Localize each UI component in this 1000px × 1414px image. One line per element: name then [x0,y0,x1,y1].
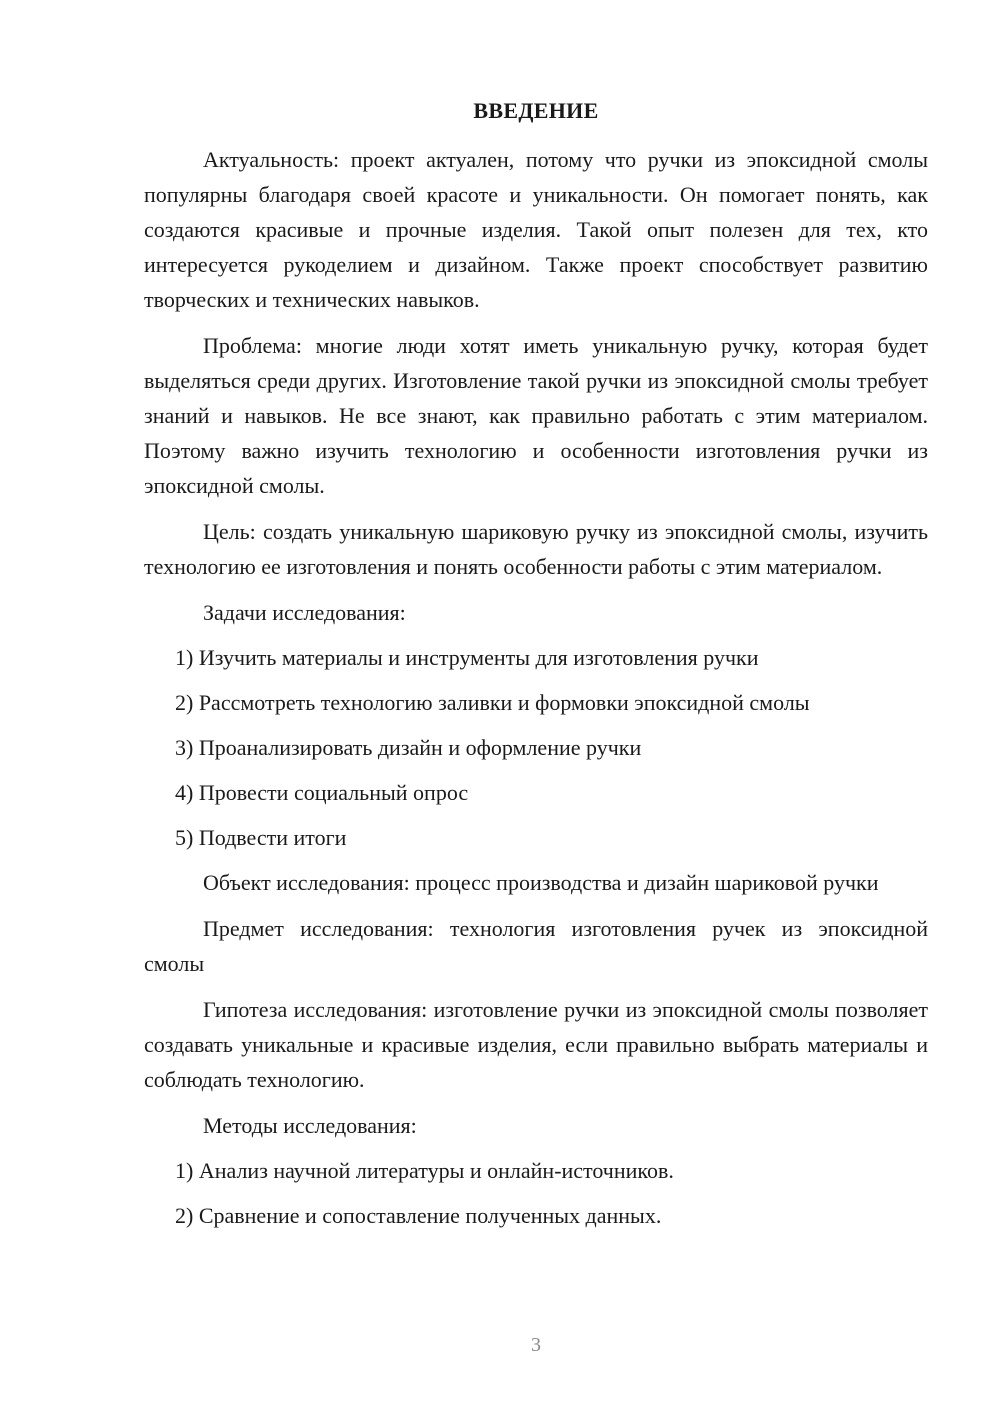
method-item: 2) Сравнение и сопоставление полученных данных. [175,1203,662,1228]
hypothesis-paragraph: Гипотеза исследования: изготовление ручки из эпоксидной смолы позволяет создавать уникальные и красивые изделия, если правильно выбрать материалы и соблюдать технологию. [144,997,928,1092]
task-item: 4) Провести социальный опрос [175,780,469,805]
tasks-heading: Задачи исследования: [203,600,406,625]
page-title: ВВЕДЕНИЕ [473,98,599,123]
goal-paragraph: Цель: создать уникальную шариковую ручку из эпоксидной смолы, изучить технологию ее изготовления и понять особенности работы с этим материалом. [144,519,928,579]
tasks-list [144,640,928,855]
subject-paragraph: Предмет исследования: технология изготовления ручек из эпоксидной смолы [144,916,928,976]
task-item: 1) Изучить материалы и инструменты для изготовления ручки [175,645,759,670]
problem-paragraph: Проблема: многие люди хотят иметь уникальную ручку, которая будет выделяться среди других. Изготовление такой ручки из эпоксидной смолы требует знаний и навыков. Не все знают, как правильно работать с этим материалом. Поэтому важно изучить технологию и особенности изготовления ручки из эпоксидной смолы. [144,333,928,498]
method-item: 1) Анализ научной литературы и онлайн-источников. [175,1158,674,1183]
task-item: 5) Подвести итоги [175,825,347,850]
document-body [144,142,928,1243]
task-item: 2) Рассмотреть технологию заливки и формовки эпоксидной смолы [175,690,810,715]
object-paragraph: Объект исследования: процесс производства и дизайн шариковой ручки [203,870,879,895]
methods-list [144,1153,928,1233]
task-item: 3) Проанализировать дизайн и оформление ручки [175,735,642,760]
relevance-paragraph: Актуальность: проект актуален, потому что ручки из эпоксидной смолы популярны благодаря своей красоте и уникальности. Он помогает понять, как создаются красивые и прочные изделия. Такой опыт полезен для тех, кто интересуется рукоделием и дизайном. Также проект способствует развитию творческих и технических навыков. [144,147,928,312]
methods-heading: Методы исследования: [203,1113,417,1138]
page-number: 3 [531,1334,541,1356]
